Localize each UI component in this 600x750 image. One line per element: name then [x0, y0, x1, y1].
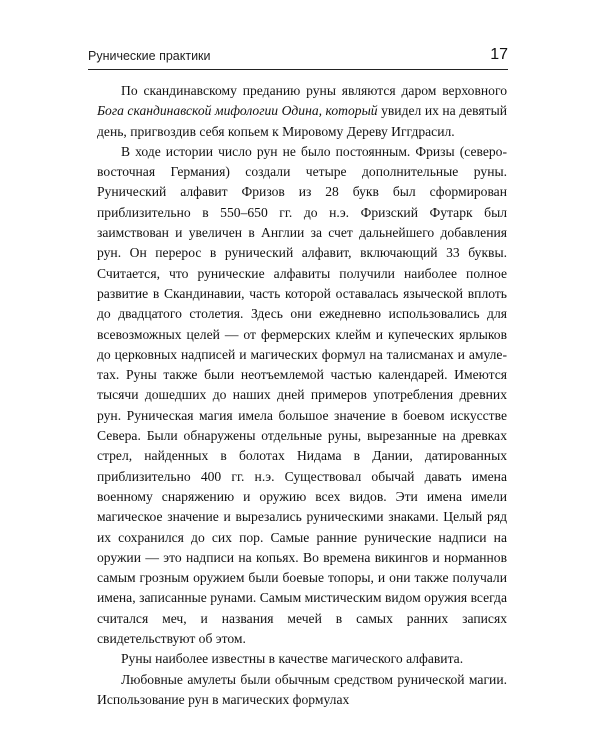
page-header [88, 47, 508, 70]
paragraph-odin-end: увидел их на девятый день, пригвоздив себя копьем к Мировому Дереву Иггдрасил. [97, 103, 507, 139]
running-title: Рунические практики [88, 49, 211, 63]
paragraph-odin-italic: Бога скандинавской мифологии Одина, который [97, 103, 378, 119]
text-body [97, 81, 507, 710]
paragraph-history: В ходе истории число рун не было постоянным. Фризы (северо-восточная Германия) создали четыре дополнительные руны. Рунический алфавит Фризов из 28 букв был сформирован приблизительно в 550–650 гг. до н.э. Фризский Футарк был заимствован и увеличен в Англии за счет дальнейшего добавления рун. Он перерос в рунический алфавит, включающий 33 буквы. Считается, что рунические алфавиты получили наиболее полное развитие в Скандинавии, часть которой оставалась языческой вплоть до двадцатого столетия. Здесь они ежедневно использовались для всевозможных целей — от фермерских клейм и купеческих ярлыков до церковных надписей и магических формул на талисманах и амулетах. Руны также были неотъемлемой частью календарей. Имеются тысячи дошедших до наших дней примеров употребления древних рун. Руническая магия имела большое значение в боевом искусстве Севера. Были обнаружены отдельные руны, вырезанные на древках стрел, найденных в болотах Нидама в Дании, датированных приблизительно 400 гг. н.э. Существовал обычай давать имена военному снаряжению и оружию всех видов. Эти имена имели магическое значение и вырезались руническими знаками. Целый ряд их сохранился до сих пор. Самые ранние рунические надписи на оружии — это надписи на копьях. Во времена викингов и норманнов самым грозным оружием были боевые топоры, и они также получали имена, записанные рунами. Самым мистическим видом оружия всегда считался меч, и названия мечей в самых ранних записях свидетельствуют об этом. [97, 143, 507, 647]
paragraph-magic-alphabet: Руны наиболее известны в качестве магического алфавита. [121, 651, 464, 667]
page-number: 17 [490, 46, 508, 63]
paragraph-odin [97, 81, 507, 142]
paragraph-love-amulets: Любовные амулеты были обычным средством рунической магии. Использование рун в магических формулах [97, 671, 507, 707]
paragraph-odin-start: По скандинавскому преданию руны являются даром верховного [121, 83, 507, 98]
